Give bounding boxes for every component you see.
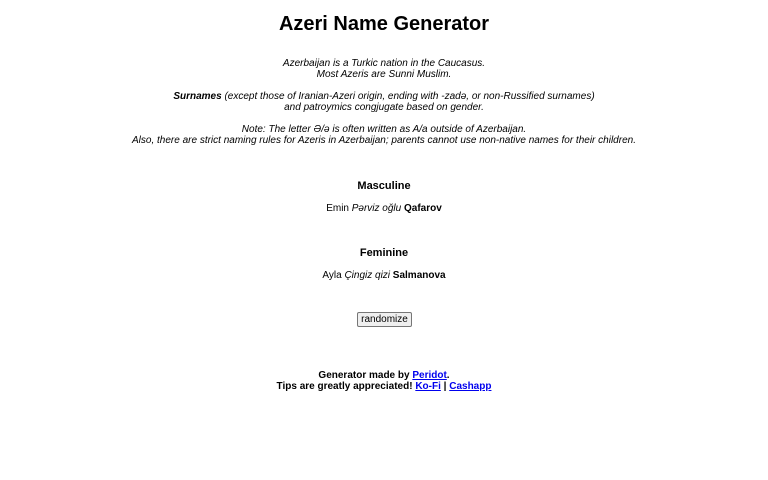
feminine-surname: Salmanova bbox=[392, 270, 446, 281]
masculine-heading: Masculine bbox=[357, 180, 411, 192]
credit-text: Generator made by bbox=[318, 370, 413, 381]
surnames-label: Surnames bbox=[173, 91, 222, 102]
intro-line-1: Azerbaijan is a Turkic nation in the Caucasus. bbox=[282, 58, 486, 69]
page-title: Azeri Name Generator bbox=[278, 13, 490, 35]
randomize-button[interactable]: randomize bbox=[357, 312, 412, 327]
note-line-2: Also, there are strict naming rules for Azeris in Azerbaijan; parents cannot use non-native names for their children. bbox=[132, 135, 636, 146]
tips-text: Tips are greatly appreciated! bbox=[276, 381, 416, 392]
footer bbox=[0, 370, 768, 392]
intro-line-2: Most Azeris are Sunni Muslim. bbox=[316, 69, 452, 80]
masculine-given-name: Emin bbox=[326, 203, 352, 214]
credit-period: . bbox=[446, 370, 450, 381]
link-separator: | bbox=[440, 381, 450, 392]
feminine-heading: Feminine bbox=[359, 247, 409, 259]
tips-line bbox=[0, 381, 768, 392]
feminine-name bbox=[0, 270, 768, 282]
intro-line-4: and patroymics congjugate based on gender. bbox=[284, 102, 484, 113]
masculine-patronymic: Pərviz oğlu bbox=[351, 203, 402, 214]
kofi-link[interactable]: Ko-Fi bbox=[415, 381, 441, 392]
credit-line bbox=[0, 370, 768, 381]
author-link[interactable]: Peridot bbox=[412, 370, 447, 381]
note-line-1: Note: The letter Ə/ə is often written as A/a outside of Azerbaijan. bbox=[241, 124, 527, 135]
intro-text bbox=[0, 58, 768, 146]
feminine-patronymic: Çingiz qizi bbox=[344, 270, 391, 281]
surnames-note: (except those of Iranian-Azeri origin, ending with -zadə, or non-Russified surnames) bbox=[221, 91, 595, 102]
masculine-name bbox=[0, 203, 768, 215]
cashapp-link[interactable]: Cashapp bbox=[449, 381, 492, 392]
feminine-given-name: Ayla bbox=[322, 270, 345, 281]
intro-surnames-line bbox=[0, 91, 768, 102]
masculine-surname: Qafarov bbox=[404, 203, 442, 214]
